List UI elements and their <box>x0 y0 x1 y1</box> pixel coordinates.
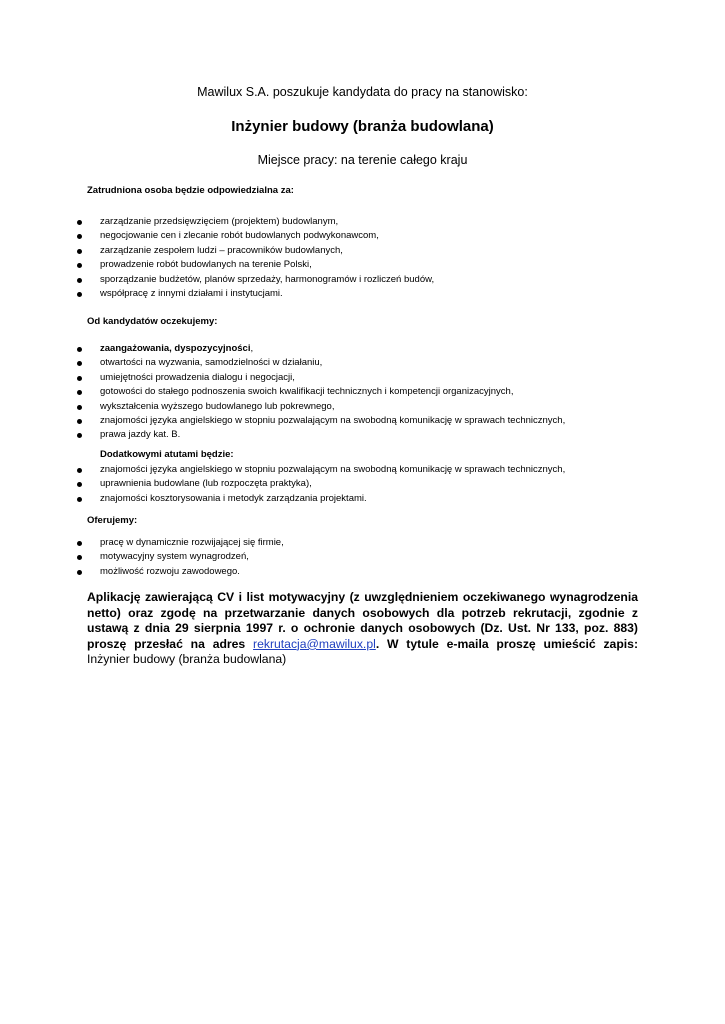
responsibilities-heading: Zatrudniona osoba będzie odpowiedzialna za: <box>87 185 294 196</box>
list-item: umiejętności prowadzenia dialogu i negocjacji, <box>87 371 665 385</box>
offer-list <box>87 536 665 579</box>
responsibilities-list <box>87 215 665 301</box>
list-item: zarządzanie przedsięwzięciem (projektem) budowlanym, <box>87 215 665 229</box>
advantages-list <box>87 463 665 506</box>
requirements-list <box>87 342 665 443</box>
job-title: Inżynier budowy (branża budowlana) <box>231 118 494 135</box>
list-item: znajomości języka angielskiego w stopniu pozwalającym na swobodną komunikację w sprawach technicznych, <box>87 463 665 477</box>
advantages-heading: Dodatkowymi atutami będzie: <box>100 449 234 460</box>
list-item: prawa jazdy kat. B. <box>87 428 665 442</box>
list-item <box>87 342 665 356</box>
list-item: wykształcenia wyższego budowlanego lub pokrewnego, <box>87 400 665 414</box>
list-item: zarządzanie zespołem ludzi – pracowników budowlanych, <box>87 244 665 258</box>
responsibilities-section <box>87 185 665 301</box>
list-item: pracę w dynamicznie rozwijającej się firmie, <box>87 536 665 550</box>
list-item: znajomości kosztorysowania i metodyk zarządzania projektami. <box>87 492 665 506</box>
email-link[interactable]: rekrutacja@mawilux.pl <box>253 636 376 651</box>
requirements-section <box>87 316 665 443</box>
list-item: sporządzanie budżetów, planów sprzedaży, harmonogramów i rozliczeń budów, <box>87 273 665 287</box>
list-item: otwartości na wyzwania, samodzielności w działaniu, <box>87 356 665 370</box>
list-item: motywacyjny system wynagrodzeń, <box>87 550 665 564</box>
list-item: gotowości do stałego podnoszenia swoich kwalifikacji technicznych i kompetencji organizacyjnych, <box>87 385 665 399</box>
list-item: negocjowanie cen i zlecanie robót budowlanych podwykonawcom, <box>87 229 665 243</box>
list-item-bold: zaangażowania, dyspozycyjności <box>100 343 251 354</box>
advantages-section <box>87 449 665 506</box>
list-item-suffix: , <box>250 343 254 354</box>
requirements-heading: Od kandydatów oczekujemy: <box>87 316 218 327</box>
list-item: możliwość rozwoju zawodowego. <box>87 565 665 579</box>
offer-section <box>87 515 665 579</box>
email-subject-text: Inżynier budowy (branża budowlana) <box>87 652 287 667</box>
email-subject-instruction: . W tytule e-maila proszę umieścić zapis: <box>375 636 639 651</box>
list-item: uprawnienia budowlane (lub rozpoczęta praktyka), <box>87 477 665 491</box>
application-text: Aplikację zawierającą CV i list motywacyjny (z uwzględnieniem oczekiwanego wynagrodzenia netto) oraz zgodę na przetwarzanie danych osobowych dla potrzeb rekrutacji, zgodnie z ustawą z dnia 29 sierpnia 1997 r. o ochronie danych osobowych (Dz. Ust. Nr 133, poz. 883) proszę przesłać na adres <box>87 590 638 651</box>
job-location: Miejsce pracy: na terenie całego kraju <box>257 153 468 167</box>
list-item: współpracę z innymi działami i instytucjami. <box>87 287 665 301</box>
list-item: znajomości języka angielskiego w stopniu pozwalającym na swobodną komunikację w sprawach technicznych, <box>87 414 665 428</box>
offer-heading: Oferujemy: <box>87 515 138 526</box>
application-instructions <box>87 590 638 668</box>
intro-text: Mawilux S.A. poszukuje kandydata do pracy na stanowisko: <box>197 85 528 99</box>
list-item: prowadzenie robót budowlanych na terenie Polski, <box>87 258 665 272</box>
